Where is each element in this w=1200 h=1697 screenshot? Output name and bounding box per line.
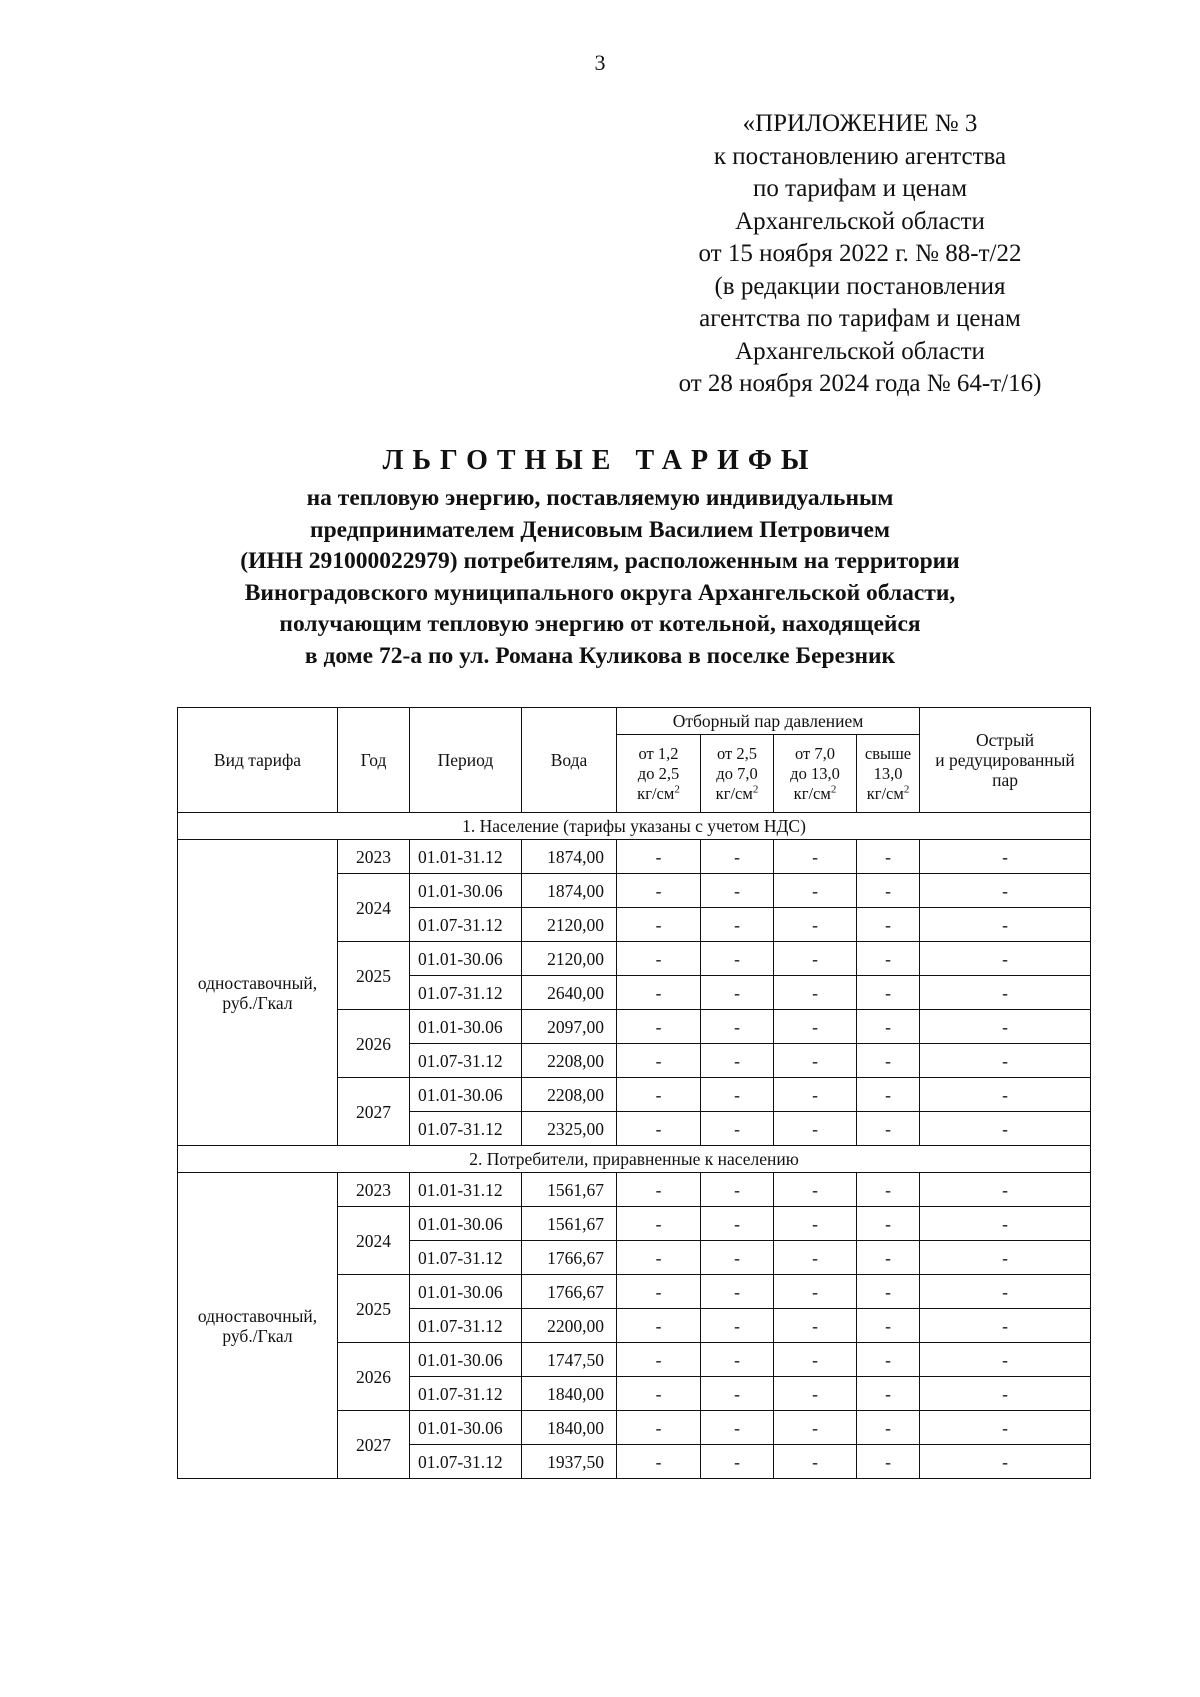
water-cell: 1874,00 [522,840,617,874]
header-period: Период [410,708,522,813]
header-steam-col: от 1,2 до 2,5 $кг/см^2$ [617,735,701,813]
empty-cell: - [857,840,920,874]
period-cell: 01.07-31.12 [410,1112,522,1146]
appendix-line: «ПРИЛОЖЕНИЕ № 3 [742,110,978,137]
period-cell: 01.07-31.12 [410,1445,522,1479]
header-sharp-line: Острый [975,730,1035,750]
water-cell: 1840,00 [522,1411,617,1445]
empty-cell: - [774,976,857,1010]
tariff-type-cell [178,840,338,1146]
empty-cell: - [701,1445,774,1479]
year-cell: 2025 [338,1275,410,1343]
empty-cell: - [920,1044,1091,1078]
period-cell: 01.07-31.12 [410,908,522,942]
empty-cell: - [701,1112,774,1146]
appendix-line: Архангельской области [735,337,985,365]
water-cell: 1840,00 [522,1377,617,1411]
appendix-line: к постановлению агентства [713,142,1007,170]
empty-cell: - [920,942,1091,976]
water-cell: 1937,50 [522,1445,617,1479]
period-cell: 01.07-31.12 [410,1309,522,1343]
empty-cell: - [701,1411,774,1445]
empty-cell: - [617,1343,701,1377]
appendix-block [600,108,1120,401]
empty-cell: - [774,840,857,874]
empty-cell: - [701,1078,774,1112]
water-cell: 2120,00 [522,942,617,976]
empty-cell: - [774,1343,857,1377]
water-cell: 2640,00 [522,976,617,1010]
title-line: Виноградовского муниципального округа Архангельской области, [244,579,956,606]
empty-cell: - [857,942,920,976]
period-cell: 01.07-31.12 [410,1241,522,1275]
empty-cell: - [701,1173,774,1207]
title-line: в доме 72-а по ул. Романа Куликова в поселке Березник [304,642,896,669]
period-cell: 01.07-31.12 [410,976,522,1010]
empty-cell: - [701,1275,774,1309]
empty-cell: - [857,874,920,908]
empty-cell: - [920,1411,1091,1445]
empty-cell: - [920,976,1091,1010]
period-cell: 01.01-30.06 [410,1010,522,1044]
empty-cell: - [857,1343,920,1377]
empty-cell: - [857,1112,920,1146]
empty-cell: - [617,976,701,1010]
year-cell: 2023 [338,840,410,874]
empty-cell: - [774,1241,857,1275]
empty-cell: - [774,1275,857,1309]
period-cell: 01.01-31.12 [410,840,522,874]
period-cell: 01.01-30.06 [410,1343,522,1377]
empty-cell: - [617,1411,701,1445]
section-row [178,1146,1091,1173]
period-cell: 01.01-30.06 [410,874,522,908]
empty-cell: - [857,1044,920,1078]
water-cell: 2325,00 [522,1112,617,1146]
header-sharp-steam [920,708,1091,813]
title-line: (ИНН 291000022979) потребителям, расположенным на территории [240,548,960,574]
year-cell: 2024 [338,874,410,942]
section-title: 2. Потребители, приравненные к населению [178,1146,1091,1173]
empty-cell: - [701,874,774,908]
document-title [0,445,1200,672]
empty-cell: - [701,1343,774,1377]
empty-cell: - [701,942,774,976]
empty-cell: - [774,1309,857,1343]
header-year: Год [338,708,410,813]
period-cell: 01.01-30.06 [410,1411,522,1445]
water-cell: 1766,67 [522,1275,617,1309]
period-cell: 01.01-30.06 [410,1078,522,1112]
empty-cell: - [617,1207,701,1241]
empty-cell: - [857,1207,920,1241]
empty-cell: - [857,1377,920,1411]
empty-cell: - [774,1044,857,1078]
empty-cell: - [774,1411,857,1445]
empty-cell: - [920,1078,1091,1112]
empty-cell: - [617,1044,701,1078]
empty-cell: - [774,942,857,976]
water-cell: 1874,00 [522,874,617,908]
empty-cell: - [617,1241,701,1275]
empty-cell: - [857,1309,920,1343]
empty-cell: - [857,1241,920,1275]
year-cell: 2027 [338,1411,410,1479]
empty-cell: - [857,1078,920,1112]
empty-cell: - [617,840,701,874]
empty-cell: - [617,1377,701,1411]
year-cell: 2026 [338,1343,410,1411]
empty-cell: - [920,1309,1091,1343]
water-cell: 2120,00 [522,908,617,942]
empty-cell: - [920,1343,1091,1377]
empty-cell: - [857,1173,920,1207]
table-header [178,708,1091,813]
empty-cell: - [701,1207,774,1241]
empty-cell: - [920,1445,1091,1479]
tariff-type-line: одноставочный, [197,1305,318,1326]
year-cell: 2024 [338,1207,410,1275]
empty-cell: - [617,1445,701,1479]
period-cell: 01.01-30.06 [410,942,522,976]
empty-cell: - [920,1275,1091,1309]
year-cell: 2026 [338,1010,410,1078]
empty-cell: - [920,840,1091,874]
empty-cell: - [774,874,857,908]
section-title: 1. Население (тарифы указаны с учетом НДС) [178,813,1091,840]
empty-cell: - [617,874,701,908]
empty-cell: - [701,1010,774,1044]
appendix-line: от 28 ноября 2024 года № 64-т/16) [678,370,1042,397]
empty-cell: - [701,1377,774,1411]
period-cell: 01.01-30.06 [410,1275,522,1309]
empty-cell: - [920,1112,1091,1146]
empty-cell: - [774,1207,857,1241]
empty-cell: - [701,908,774,942]
header-tariff-type: Вид тарифа [178,708,338,813]
period-cell: 01.07-31.12 [410,1044,522,1078]
empty-cell: - [920,908,1091,942]
period-cell: 01.01-31.12 [410,1173,522,1207]
tariff-type-line: руб./Гкал [222,1325,293,1346]
empty-cell: - [701,1241,774,1275]
empty-cell: - [774,908,857,942]
empty-cell: - [701,840,774,874]
appendix-line: по тарифам и ценам [752,175,968,202]
water-cell: 2208,00 [522,1078,617,1112]
appendix-line: агентства по тарифам и ценам [699,305,1021,332]
empty-cell: - [617,1309,701,1343]
header-sharp-line: и редуцированный [935,750,1075,770]
title-line: предпринимателем Денисовым Василием Петровичем [310,516,890,543]
empty-cell: - [920,1173,1091,1207]
appendix-line: Архангельской области [735,207,985,235]
empty-cell: - [920,1377,1091,1411]
appendix-line: от 15 ноября 2022 г. № 88-т/22 [698,240,1022,267]
empty-cell: - [701,1309,774,1343]
header-steam-col: от 2,5 до 7,0 $кг/см^2$ [701,735,774,813]
title-line: на тепловую энергию, поставляемую индивидуальным [306,485,894,511]
year-cell: 2025 [338,942,410,1010]
water-cell: 2200,00 [522,1309,617,1343]
section-row [178,813,1091,840]
header-steam-col: свыше 13,0 $кг/см^2$ [857,735,920,813]
empty-cell: - [857,1010,920,1044]
empty-cell: - [857,1275,920,1309]
empty-cell: - [617,942,701,976]
empty-cell: - [774,1078,857,1112]
appendix-line: (в редакции постановления [714,272,1006,300]
empty-cell: - [617,1112,701,1146]
title-main: ЛЬГОТНЫЕ ТАРИФЫ [382,445,818,476]
header-steam-col: от 7,0 до 13,0 $кг/см^2$ [774,735,857,813]
tariffs-table [177,707,1091,1479]
empty-cell: - [617,1275,701,1309]
empty-cell: - [857,976,920,1010]
water-cell: 2097,00 [522,1010,617,1044]
title-subtitle [0,483,1200,672]
water-cell: 2208,00 [522,1044,617,1078]
water-cell: 1561,67 [522,1207,617,1241]
period-cell: 01.07-31.12 [410,1377,522,1411]
empty-cell: - [774,1445,857,1479]
empty-cell: - [857,1445,920,1479]
water-cell: 1747,50 [522,1343,617,1377]
empty-cell: - [617,908,701,942]
title-line: получающим тепловую энергию от котельной, находящейся [279,611,921,637]
water-cell: 1766,67 [522,1241,617,1275]
year-cell: 2027 [338,1078,410,1146]
empty-cell: - [774,1377,857,1411]
empty-cell: - [617,1173,701,1207]
empty-cell: - [920,874,1091,908]
table-row [178,1173,1091,1207]
empty-cell: - [617,1010,701,1044]
empty-cell: - [617,1078,701,1112]
water-cell: 1561,67 [522,1173,617,1207]
empty-cell: - [857,1411,920,1445]
header-water: Вода [522,708,617,813]
empty-cell: - [920,1010,1091,1044]
empty-cell: - [920,1207,1091,1241]
empty-cell: - [774,1112,857,1146]
tariff-type-line: руб./Гкал [222,992,293,1013]
empty-cell: - [774,1010,857,1044]
empty-cell: - [701,976,774,1010]
empty-cell: - [920,1241,1091,1275]
header-sharp-line: пар [992,770,1018,790]
header-steam-group: Отборный пар давлением [617,708,920,735]
table-body [178,813,1091,1479]
table-row [178,840,1091,874]
empty-cell: - [701,1044,774,1078]
tariff-type-cell [178,1173,338,1479]
period-cell: 01.01-30.06 [410,1207,522,1241]
empty-cell: - [857,908,920,942]
page-number: 3 [594,50,606,75]
empty-cell: - [774,1173,857,1207]
year-cell: 2023 [338,1173,410,1207]
tariff-type-line: одноставочный, [197,972,318,993]
